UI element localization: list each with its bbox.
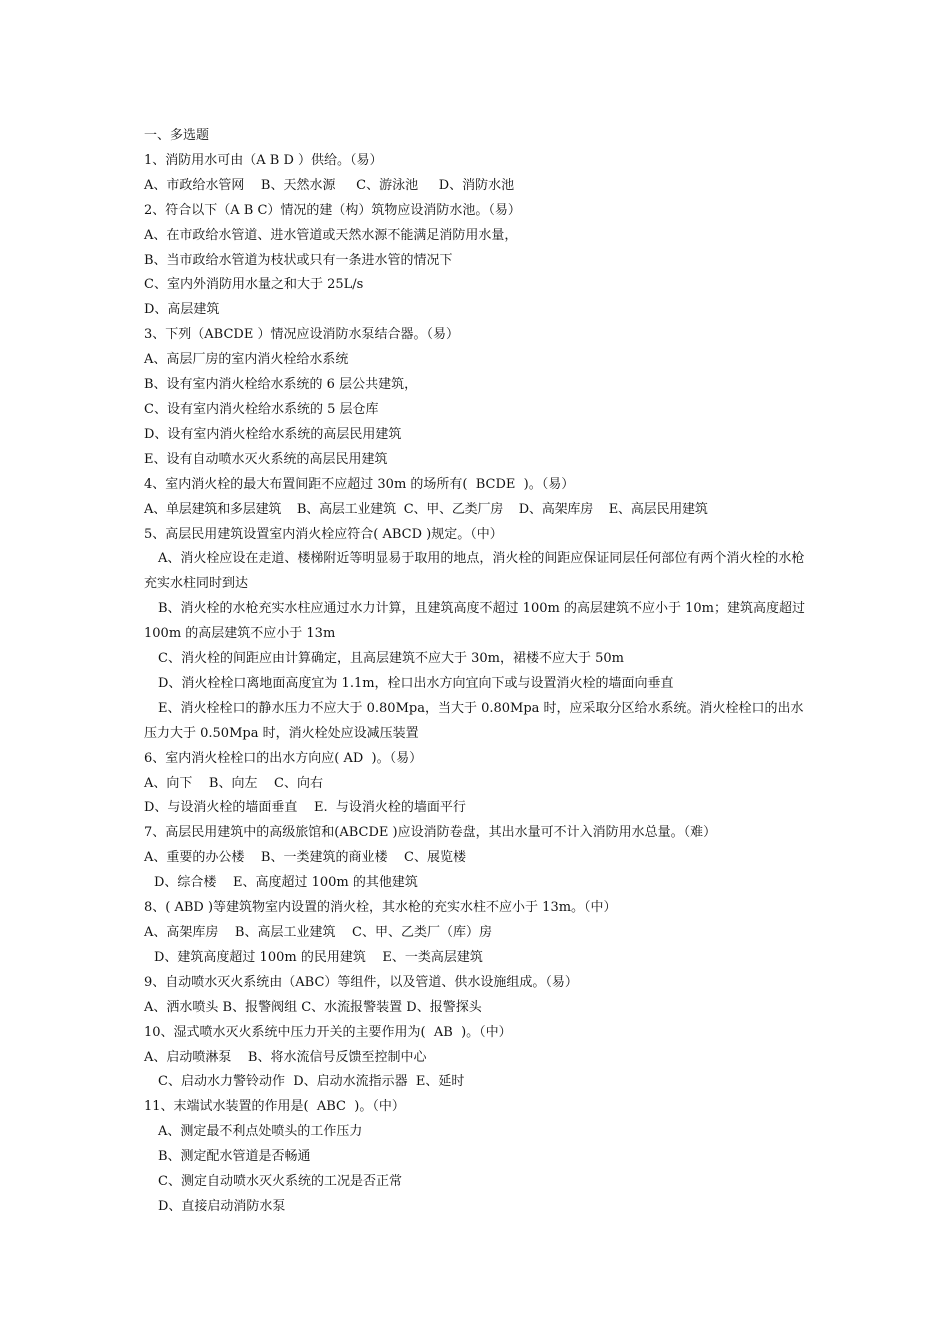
- question-2: 2、符合以下（A B C）情况的建（构）筑物应设消防水池。（易）: [144, 202, 521, 218]
- question-6-options-2: D、与设消火栓的墙面垂直 E. 与设消火栓的墙面平行: [144, 800, 466, 816]
- question-2-option-a: A、在市政给水管道、进水管道或天然水源不能满足消防用水量，: [144, 227, 518, 243]
- question-3-option-a: A、高层厂房的室内消火栓给水系统: [144, 352, 349, 368]
- question-5-option-d: D、消火栓栓口离地面高度宜为 1.1m，栓口出水方向宜向下或与设置消火栓的墙面向垂直: [158, 675, 674, 691]
- question-3-option-c: C、设有室内消火栓给水系统的 5 层仓库: [144, 401, 379, 417]
- document-body: [144, 124, 812, 1220]
- question-11-option-b: B、测定配水管道是否畅通: [158, 1149, 311, 1165]
- question-5-option-c: C、消火栓的间距应由计算确定，且高层建筑不应大于 30m，裙楼不应大于 50m: [158, 651, 624, 667]
- question-11-option-c: C、测定自动喷水灭火系统的工况是否正常: [158, 1174, 402, 1190]
- question-2-option-b: B、当市政给水管道为枝状或只有一条进水管的情况下: [144, 252, 453, 268]
- question-11-option-d: D、直接启动消防水泵: [158, 1198, 286, 1214]
- question-3-option-d: D、设有室内消火栓给水系统的高层民用建筑: [144, 426, 402, 442]
- question-7-options-1: A、重要的办公楼 B、一类建筑的商业楼 C、展览楼: [144, 850, 466, 866]
- question-5-option-a: [144, 547, 812, 597]
- question-7-options-2: D、综合楼 E、高度超过 100m 的其他建筑: [154, 875, 418, 891]
- question-4: 4、室内消火栓的最大布置间距不应超过 30m 的场所有( BCDE )。（易）: [144, 476, 575, 492]
- question-8: 8、( ABD )等建筑物室内设置的消火栓，其水枪的充实水柱不应小于 13m。（中）: [144, 900, 617, 916]
- question-11: 11、末端试水装置的作用是( ABC )。（中）: [144, 1099, 405, 1115]
- question-5-option-e: [144, 697, 812, 747]
- question-5-option-b-text: B、消火栓的水枪充实水柱应通过水力计算，且建筑高度不超过 100m 的高层建筑不应小于 10m；建筑高度超过 100m 的高层建筑不应小于 13m: [144, 601, 810, 642]
- question-10-options-1: A、启动喷淋泵 B、将水流信号反馈至控制中心: [144, 1049, 427, 1065]
- question-3: 3、下列（ABCDE ）情况应设消防水泵结合器。（易）: [144, 327, 459, 343]
- question-8-options-2: D、建筑高度超过 100m 的民用建筑 E、一类高层建筑: [154, 949, 483, 965]
- question-11-option-a: A、测定最不利点处喷头的工作压力: [158, 1124, 363, 1140]
- question-1: 1、消防用水可由（A B D ）供给。（易）: [144, 152, 383, 168]
- question-5-option-e-text: E、消火栓栓口的静水压力不应大于 0.80Mpa，当大于 0.80Mpa 时，应采取分区给水系统。消火栓栓口的出水压力大于 0.50Mpa 时，消火栓处应设减压装置: [144, 700, 804, 741]
- question-9: 9、自动喷水灭火系统由（ABC）等组件，以及管道、供水设施组成。（易）: [144, 974, 578, 990]
- question-9-options: A、洒水喷头 B、报警阀组 C、水流报警装置 D、报警探头: [144, 999, 482, 1015]
- question-3-option-b: B、设有室内消火栓给水系统的 6 层公共建筑，: [144, 377, 418, 393]
- question-2-option-d: D、高层建筑: [144, 302, 220, 318]
- question-5-option-a-text: A、消火栓应设在走道、楼梯附近等明显易于取用的地点，消火栓的间距应保证同层任何部位有两个消火栓的水枪充实水柱同时到达: [144, 551, 805, 592]
- question-8-options-1: A、高架库房 B、高层工业建筑 C、甲、乙类厂（库）房: [144, 925, 492, 940]
- question-6-options-1: A、向下 B、向左 C、向右: [144, 775, 323, 791]
- question-6: 6、室内消火栓栓口的出水方向应( AD )。（易）: [144, 750, 423, 766]
- question-10-options-2: C、启动水力警铃动作 D、启动水流指示器 E、延时: [158, 1074, 465, 1090]
- question-1-options: A、市政给水管网 B、天然水源 C、游泳池 D、消防水池: [144, 177, 515, 193]
- question-5-option-b: [144, 597, 812, 647]
- section-heading: 一、多选题: [144, 128, 210, 143]
- question-4-options: A、单层建筑和多层建筑 B、高层工业建筑 C、甲、乙类厂房 D、高架库房 E、高层民用建筑: [144, 501, 708, 517]
- question-2-option-c: C、室内外消防用水量之和大于 25L/s: [144, 277, 364, 293]
- question-7: 7、高层民用建筑中的高级旅馆和(ABCDE )应设消防卷盘，其出水量可不计入消防用水总量。（难）: [144, 825, 717, 841]
- question-10: 10、湿式喷水灭火系统中压力开关的主要作用为( AB )。（中）: [144, 1024, 512, 1040]
- question-3-option-e: E、设有自动喷水灭火系统的高层民用建筑: [144, 451, 388, 467]
- question-5: 5、高层民用建筑设置室内消火栓应符合( ABCD )规定。（中）: [144, 526, 503, 542]
